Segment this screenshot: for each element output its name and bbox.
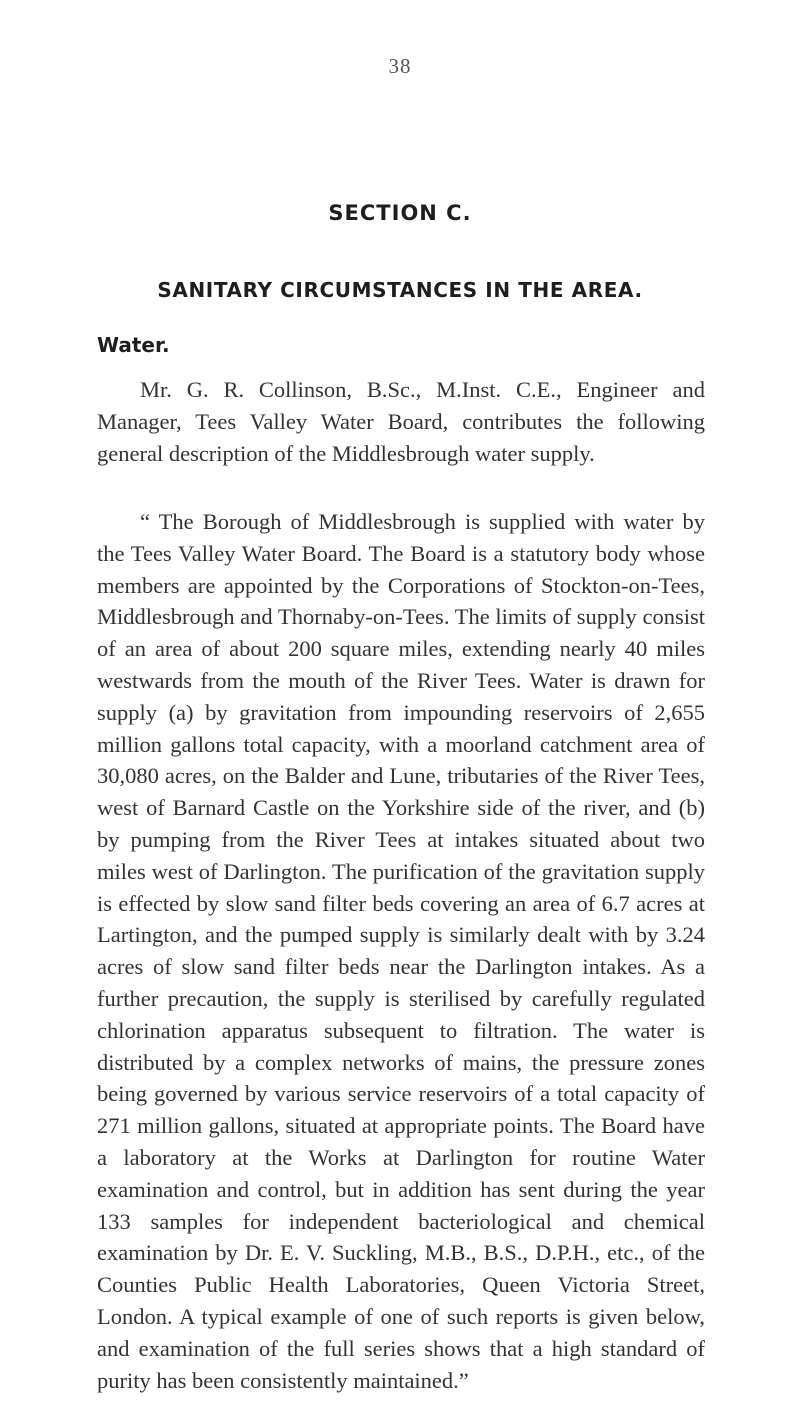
- subheading-water: Water.: [97, 333, 170, 357]
- section-title: SECTION C.: [328, 201, 472, 225]
- paragraph-intro: Mr. G. R. Collinson, B.Sc., M.Inst. C.E., Engineer and Manager, Tees Valley Water Board, contributes the following general description of the Middlesbrough water supply.: [97, 377, 705, 466]
- section-subtitle: SANITARY CIRCUMSTANCES IN THE AREA.: [157, 278, 643, 302]
- paragraph-quoted-description: “ The Borough of Middlesbrough is supplied with water by the Tees Valley Water Board. The Board is a statutory body whose members are appointed by the Corporations of Stockton-on-Tees, Middlesbrough and Thornaby-on-Tees. The limits of supply consist of an area of about 200 square miles, extending nearly 40 miles westwards from the mouth of the River Tees. Water is drawn for supply (a) by gravitation from impounding reservoirs of 2,655 million gallons total capacity, with a moorland catchment area of 30,080 acres, on the Balder and Lune, tributaries of the River Tees, west of Barnard Castle on the Yorkshire side of the river, and (b) by pumping from the River Tees at intakes situated about two miles west of Darlington. The purification of the gravitation supply is effected by slow sand filter beds covering an area of 6.7 acres at Lartington, and the pumped supply is similarly dealt with by 3.24 acres of slow sand filter beds near the Darlington intakes. As a further precaution, the supply is sterilised by carefully regulated chlorination apparatus subsequent to filtration. The water is distributed by a complex networks of mains, the pressure zones being governed by various service reservoirs of a total capacity of 271 million gallons, situated at appropriate points. The Board have a laboratory at the Works at Darlington for routine Water examination and control, but in addition has sent during the year 133 samples for independent bacteriological and chemical examination by Dr. E. V. Suckling, M.B., B.S., D.P.H., etc., of the Counties Public Health Laboratories, Queen Victoria Street, London. A typical example of one of such reports is given below, and examination of the full series shows that a high standard of purity has been consistently maintained.”: [97, 509, 705, 1393]
- page-number: 38: [388, 54, 412, 78]
